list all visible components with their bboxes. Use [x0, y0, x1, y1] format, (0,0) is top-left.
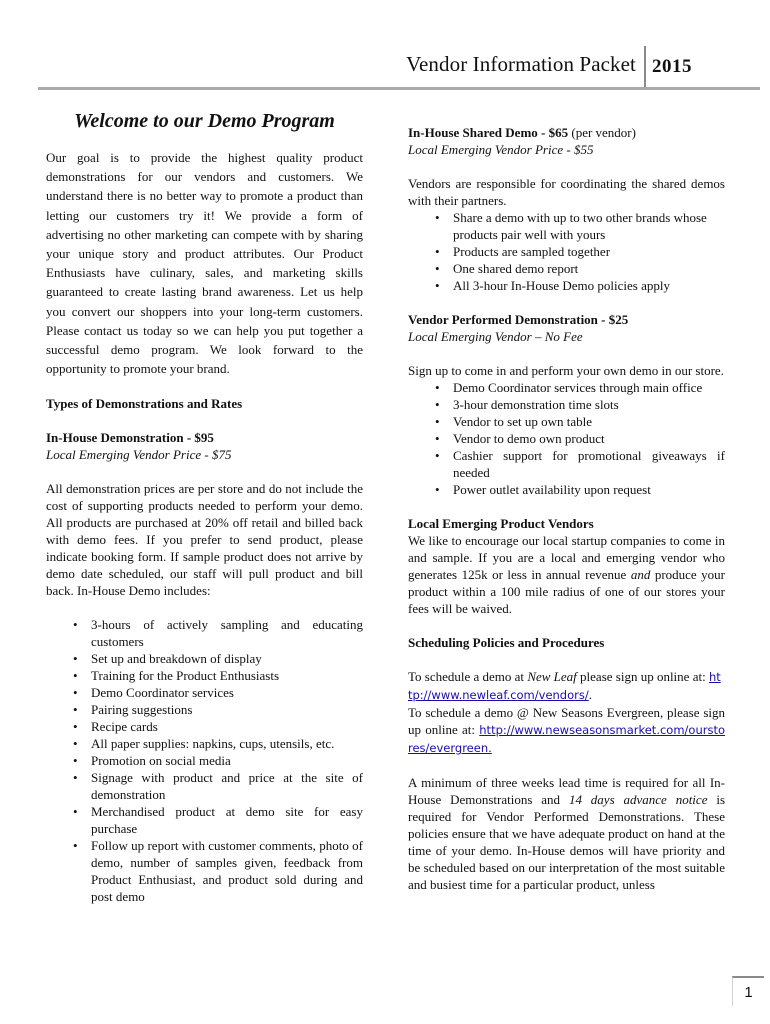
shared-title: In-House Shared Demo - $65: [408, 125, 569, 140]
list-item: • Vendor to demo own product: [435, 430, 725, 447]
list-item: • Demo Coordinator services: [73, 684, 363, 701]
local-vendors-title: Local Emerging Product Vendors: [408, 516, 594, 531]
list-item: • All paper supplies: napkins, cups, utensils, etc.: [73, 735, 363, 752]
shared-local-price: Local Emerging Vendor Price - $55: [408, 142, 594, 157]
header-divider: [644, 46, 646, 87]
list-item: • Training for the Product Enthusiasts: [73, 667, 363, 684]
intro-paragraph: Our goal is to provide the highest quality product demonstrations for our vendors and customers. We understand there is no better way to promote a product than letting our customers try it! We provide a form of advertising no other marketing can compete with by sharing your unique story and product attributes. Our Product Enthusiasts have culinary, sales, and marketing skills guaranteed to create lasting brand awareness. Let us help you convert our shoppers into your long-term customers. Please contact us today so we can help you put together a successful demo program. We look forward to the opportunity to promote your brand.: [46, 150, 363, 377]
page-number: 1: [732, 976, 764, 1006]
types-heading: Types of Demonstrations and Rates: [46, 396, 243, 412]
list-item: • Power outlet availability upon request: [435, 481, 725, 498]
shared-title-suffix: (per vendor): [571, 125, 636, 140]
list-item: • Signage with product and price at the site of demonstration: [73, 769, 363, 803]
vendor-local-price: Local Emerging Vendor – No Fee: [408, 329, 583, 344]
list-item: • Demo Coordinator services through main office: [435, 379, 725, 396]
inhouse-title: In-House Demonstration - $95: [46, 430, 214, 446]
list-item: • All 3-hour In-House Demo policies apply: [435, 277, 725, 294]
header-year: 2015: [652, 56, 692, 77]
vendor-description: Sign up to come in and perform your own demo in our store.: [408, 363, 724, 378]
lead-time-paragraph: A minimum of three weeks lead time is required for all In-House Demonstrations and 14 days advance notice is required for Vendor Performed Demonstrations. These policies ensure that we have adequate product on hand at the time of your demo. In-House demos will have priority and be scheduled based on our interpretation of the most suitable and busiest time for a particular product, unless: [408, 775, 726, 892]
list-item: • 3-hours of actively sampling and educating customers: [73, 616, 363, 650]
list-item: • Vendor to set up own table: [435, 413, 725, 430]
list-item: • Pairing suggestions: [73, 701, 363, 718]
header-title: Vendor Information Packet: [406, 52, 636, 76]
vendor-list: [435, 379, 725, 498]
list-item: • Follow up report with customer comments, photo of demo, number of samples given, feedback from Product Enthusiast, and product sold during and post demo: [73, 837, 363, 905]
inhouse-description: All demonstration prices are per store and do not include the cost of supporting products needed to perform your demo. All products are purchased at 20% off retail and billed back with demo fees. If you prefer to send product, please indicate booking form. If sample product does not arrive by demo date scheduled, our staff will pull product and bill back. In-House Demo includes:: [46, 481, 363, 599]
list-item: • Set up and breakdown of display: [73, 650, 363, 667]
left-column: [46, 100, 363, 905]
list-item: • Cashier support for promotional giveaways if needed: [435, 447, 725, 481]
list-item: • Promotion on social media: [73, 752, 363, 769]
list-item: • Recipe cards: [73, 718, 363, 735]
schedule-new-leaf: To schedule a demo at New Leaf please sign up online at: http://www.newleaf.com/vendors/.: [408, 669, 721, 702]
right-column: [408, 100, 725, 893]
list-item: • 3-hour demonstration time slots: [435, 396, 725, 413]
list-item: • Share a demo with up to two other brands whose products pair well with yours: [435, 209, 725, 243]
list-item: • Products are sampled together: [435, 243, 725, 260]
vendor-performed-title: Vendor Performed Demonstration - $25: [408, 312, 629, 327]
schedule-new-seasons: To schedule a demo @ New Seasons Evergreen, please sign up online at: http://www.newseasonsmarket.com/ourstores/evergreen.: [408, 705, 725, 755]
welcome-heading: Welcome to our Demo Program: [74, 110, 335, 132]
shared-list: [435, 209, 725, 294]
local-vendors-description: We like to encourage our local startup companies to come in and sample. If you are a local and emerging vendor who generates 125k or less in annual revenue and produce your product within a 100 mile radius of one of our stores your fees will be waived.: [408, 533, 726, 616]
new-leaf-link[interactable]: http://www.newleaf.com/vendors/: [408, 670, 721, 702]
inhouse-local-price: Local Emerging Vendor Price - $75: [46, 447, 232, 463]
shared-description: Vendors are responsible for coordinating the shared demos with their partners.: [408, 176, 725, 208]
list-item: • One shared demo report: [435, 260, 725, 277]
inhouse-includes-list: [73, 616, 363, 905]
shared-title-line: [408, 124, 725, 141]
new-seasons-link[interactable]: http://www.newseasonsmarket.com/ourstores/evergreen.: [408, 723, 725, 755]
list-item: • Merchandised product at demo site for easy purchase: [73, 803, 363, 837]
page-header: [38, 46, 760, 90]
scheduling-title: Scheduling Policies and Procedures: [408, 635, 605, 650]
